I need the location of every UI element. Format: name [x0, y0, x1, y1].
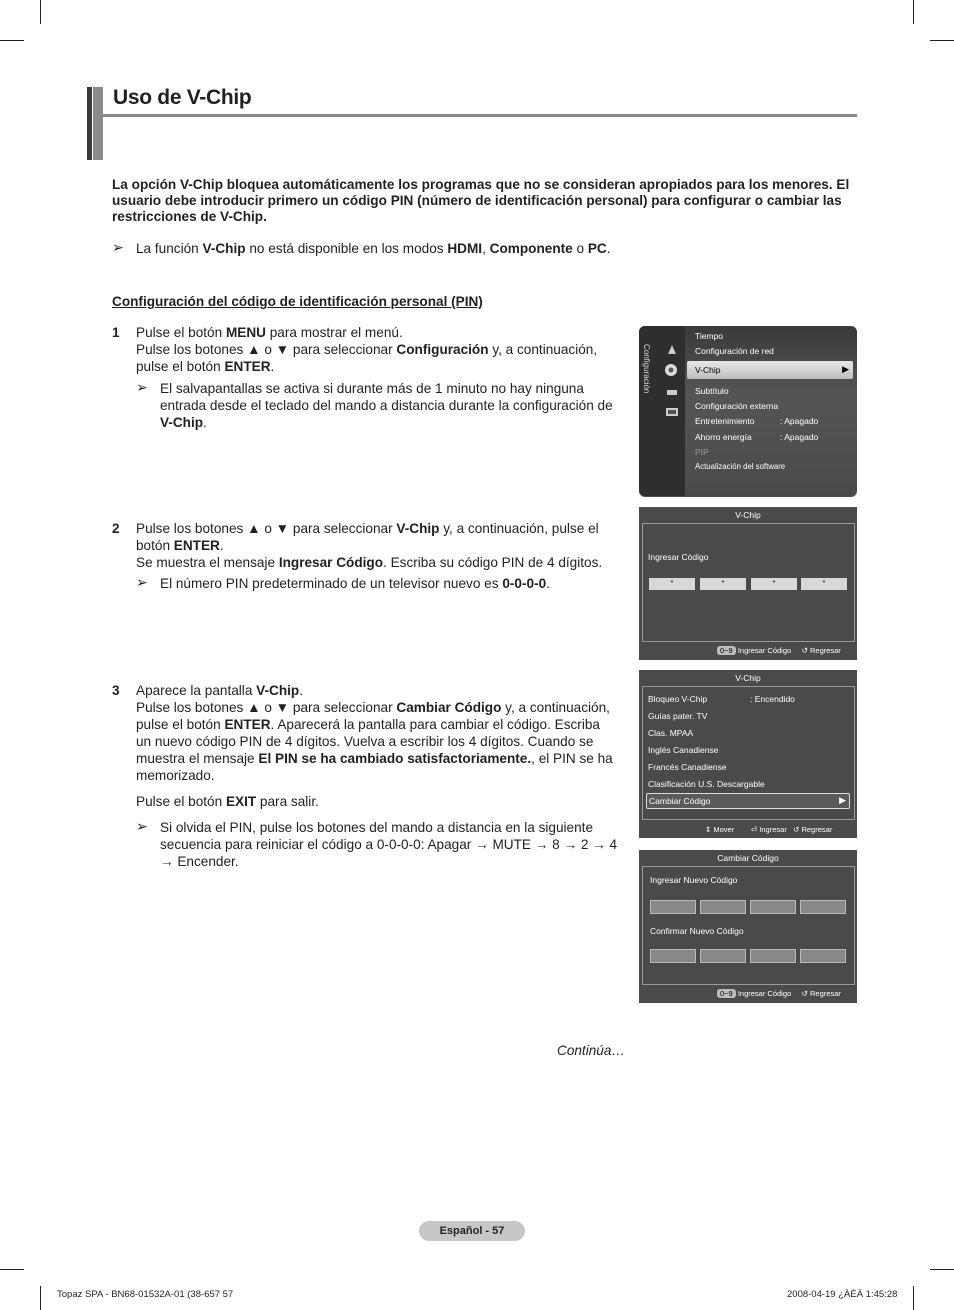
new-code-digit-field[interactable] [750, 900, 796, 914]
confirm-code-digit-field[interactable] [750, 949, 796, 963]
menu-item-value: : Apagado [780, 432, 819, 442]
header-rule [103, 114, 857, 117]
vchip-item[interactable]: Francés Canadiense [648, 762, 727, 772]
step1-note: El salvapantallas se activa si durante más de 1 minuto no hay ninguna entrada desde el teclado del mando a distancia durante la configuración de V-Chip. [160, 381, 613, 430]
step3-text: Aparece la pantalla V-Chip. Pulse los botones ▲ o ▼ para seleccionar Cambiar Código y, a continuación, pulse el botón ENTER. Aparecerá la pantalla para cambiar el código. Escriba un nuevo código PIN de 4 dígitos. Vuelva a escribir los 4 dígitos. Cuando se muestra el mensaje El PIN se ha cambiado satisfactoriamente., el PIN se ha memorizado. [136, 683, 613, 783]
confirm-code-digit-field[interactable] [800, 949, 846, 963]
note-arrow-icon: ➢ [136, 818, 148, 834]
crop-mark [913, 0, 914, 24]
step-number: 1 [112, 325, 120, 340]
menu-item[interactable]: Actualización del software [695, 462, 786, 471]
menu-item[interactable]: Ahorro energía [695, 432, 752, 442]
note-arrow-icon: ➢ [112, 239, 124, 255]
pin-digit-field[interactable]: * [700, 578, 746, 590]
right-arrow-icon: ▶ [839, 795, 846, 805]
header-bar [87, 87, 92, 160]
vchip-item-selected[interactable] [646, 793, 850, 809]
pin-digit-field[interactable]: * [649, 578, 695, 590]
enter-icon: ⏎ [750, 825, 758, 834]
vchip-item-label: Cambiar Código [649, 796, 711, 806]
section-title: Configuración del código de identificación personal (PIN) [112, 294, 483, 309]
screen-title: V-Chip [735, 510, 761, 520]
pin-digit-field[interactable]: * [801, 578, 847, 590]
intro-paragraph: La opción V-Chip bloquea automáticamente los programas que no se consideran apropiados para los menores. El usuario debe introducir primero un código PIN (número de identificación personal) para configurar o cambiar las restricciones de V-Chip. [112, 177, 850, 224]
pin-label: Ingresar Código [648, 552, 709, 562]
crop-mark [0, 40, 24, 41]
crop-mark [930, 40, 954, 41]
footer-left: Topaz SPA - BN68-01532A-01 (38-657 57 [57, 1289, 234, 1300]
step3-exit: Pulse el botón EXIT para salir. [136, 794, 319, 809]
screen-change-code [639, 850, 857, 1003]
screen-footer: ⇕ Mover ⏎ Ingresar ↺ Regresar [705, 825, 833, 834]
crop-mark [913, 1286, 914, 1310]
vchip-item[interactable]: Inglés Canadiense [648, 745, 719, 755]
return-icon: ↺ [801, 646, 808, 655]
vchip-item-value: : Encendido [750, 694, 795, 704]
up-down-icon: ⇕ [705, 825, 712, 834]
number-key: 0~9 [717, 646, 736, 655]
vchip-item[interactable]: Guías pater. TV [648, 711, 708, 721]
menu-item-disabled: PIP [695, 447, 709, 457]
step2-text: Pulse los botones ▲ o ▼ para seleccionar V-Chip y, a continuación, pulse el botón ENTER. Se muestra el mensaje Ingresar Código. Escriba su código PIN de 4 dígitos. [136, 521, 603, 570]
gear-icon [663, 362, 677, 374]
new-code-digit-field[interactable] [650, 900, 696, 914]
screen-title: V-Chip [735, 673, 761, 683]
return-icon: ↺ [801, 989, 808, 998]
crop-mark [40, 0, 41, 24]
confirm-code-digit-field[interactable] [650, 949, 696, 963]
page-title: Uso de V-Chip [113, 86, 252, 109]
step1-text: Pulse el botón MENU para mostrar el menú. Pulse los botones ▲ o ▼ para seleccionar Configuración y, a continuación, pulse el botón ENTER. [136, 325, 598, 374]
step-number: 2 [112, 521, 120, 536]
menu-item[interactable]: Entretenimiento [695, 416, 755, 426]
screen-footer: 0~9 Ingresar Código ↺ Regresar [717, 646, 841, 655]
menu-item[interactable]: Configuración de red [695, 346, 774, 356]
note-arrow-icon: ➢ [136, 574, 148, 590]
application-icon [665, 406, 679, 418]
menu-item[interactable]: Configuración externa [695, 401, 779, 411]
vchip-item[interactable]: Clas. MPAA [648, 728, 694, 738]
number-key: 0~9 [717, 989, 736, 998]
crop-mark [930, 1269, 954, 1270]
pin-digit-field[interactable]: * [751, 578, 797, 590]
menu-item[interactable]: Subtítulo [695, 386, 729, 396]
input-icon [665, 386, 679, 398]
screen-setup-menu [639, 326, 857, 497]
new-code-label: Ingresar Nuevo Código [650, 875, 738, 885]
new-code-digit-field[interactable] [800, 900, 846, 914]
crop-mark [0, 1269, 24, 1270]
header-bar [93, 87, 103, 160]
note-hdmi: La función V-Chip no está disponible en los modos HDMI, Componente o PC. [136, 241, 611, 256]
screen-pin-entry [639, 507, 857, 660]
menu-item-selected[interactable] [687, 361, 853, 379]
screen-title: Cambiar Código [717, 853, 779, 863]
menu-item-value: : Apagado [780, 416, 819, 426]
confirm-code-label: Confirmar Nuevo Código [650, 926, 744, 936]
footer-right: 2008-04-19 ¿ÀÈÄ 1:45:28 [787, 1289, 898, 1300]
menu-item[interactable]: Tiempo [695, 331, 724, 341]
picture-icon [665, 342, 679, 354]
page-number-badge: Español - 57 [419, 1221, 525, 1241]
vchip-item[interactable]: Clasificación U.S. Descargable [648, 779, 765, 789]
note-arrow-icon: ➢ [136, 379, 148, 395]
screen-vchip-menu [639, 670, 857, 838]
return-icon: ↺ [793, 825, 800, 834]
step2-note: El número PIN predeterminado de un televisor nuevo es 0-0-0-0. [160, 576, 550, 591]
step-number: 3 [112, 683, 120, 698]
crop-mark [40, 1286, 41, 1310]
new-code-digit-field[interactable] [700, 900, 746, 914]
screen-footer: 0~9 Ingresar Código ↺ Regresar [717, 989, 841, 998]
menu-side-label: Configuración [642, 344, 651, 394]
confirm-code-digit-field[interactable] [700, 949, 746, 963]
right-arrow-icon: ▶ [842, 364, 849, 374]
menu-item-label: V-Chip [695, 365, 721, 375]
continua-label: Continúa… [557, 1043, 626, 1058]
step3-note: Si olvida el PIN, pulse los botones del mando a distancia en la siguiente secuencia para reiniciar el código a 0-0-0-0: Apagar → MUTE → 8 → 2 → 4 → Encender. [160, 820, 618, 869]
vchip-item[interactable]: Bloqueo V-Chip [648, 694, 708, 704]
